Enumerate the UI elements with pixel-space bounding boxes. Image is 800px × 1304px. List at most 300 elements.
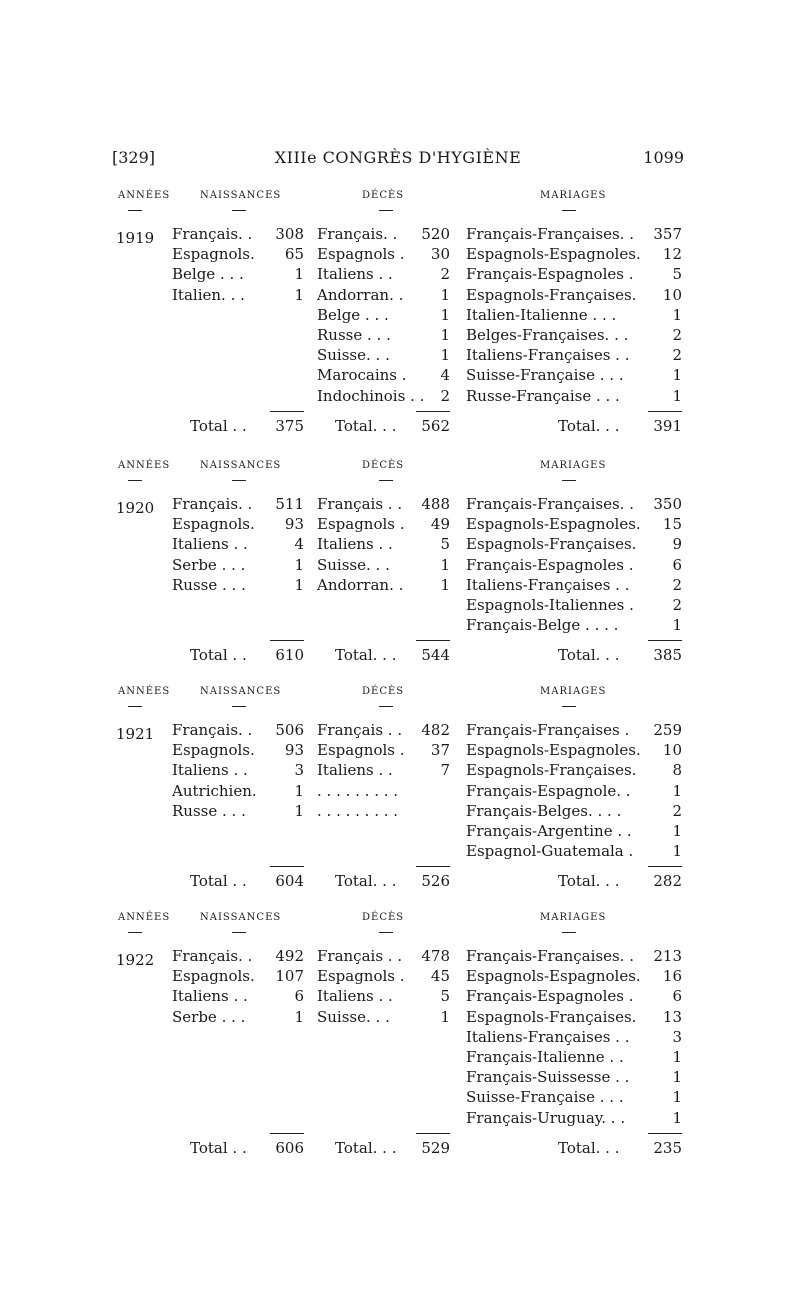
table-row	[172, 576, 304, 596]
row-value: 30	[430, 245, 450, 264]
row-value: 482	[421, 721, 450, 739]
table-row	[317, 576, 450, 596]
row-value: 45	[430, 967, 450, 986]
row-value: 93	[284, 515, 304, 534]
row-value: 2	[672, 595, 682, 614]
column-deces	[317, 225, 450, 407]
table-row	[172, 967, 304, 987]
column-deces	[317, 495, 450, 596]
row-label: Espagnols.	[172, 515, 255, 534]
row-label: Italiens-Françaises . .	[466, 1027, 630, 1046]
table-row	[172, 535, 304, 555]
row-value: 2	[672, 346, 682, 365]
total-value: 544	[421, 646, 450, 665]
table-row	[172, 761, 304, 781]
table-row	[172, 245, 304, 265]
row-label: Suisse-Française . . .	[466, 366, 624, 385]
column-header-annees: ANNÉES	[118, 686, 171, 697]
row-label: Italiens . .	[172, 987, 248, 1006]
total-label: Total. . .	[335, 1138, 397, 1157]
column-deces	[317, 721, 450, 822]
row-value: 506	[275, 721, 304, 739]
row-value: 1	[294, 575, 304, 594]
row-value: 1	[294, 801, 304, 820]
table-row	[466, 967, 682, 987]
row-label: Indochinois . .	[317, 386, 425, 405]
row-value: 16	[662, 967, 682, 986]
row-label: Espagnols .	[317, 245, 405, 264]
row-value: 3	[294, 761, 304, 780]
row-value: 1	[440, 346, 450, 365]
table-row	[317, 346, 450, 366]
table-row	[172, 265, 304, 285]
row-label: Français. .	[172, 721, 253, 739]
total-label: Total. . .	[335, 872, 397, 891]
row-value: 1	[672, 366, 682, 385]
row-label: Espagnol-Guatemala .	[466, 842, 634, 861]
row-value: 1	[440, 325, 450, 344]
total-value: 235	[653, 1138, 682, 1157]
column-naissances	[172, 721, 304, 822]
row-value: 1	[672, 781, 682, 800]
row-label: Espagnols-Françaises.	[466, 1007, 637, 1026]
total-label: Total . .	[190, 1138, 247, 1157]
row-value: 1	[440, 305, 450, 324]
table-row	[317, 721, 450, 741]
table-row	[466, 822, 682, 842]
table-row	[172, 515, 304, 535]
row-label: Suisse. . .	[317, 555, 390, 574]
row-label: Italiens . .	[317, 535, 393, 554]
header-dash	[232, 480, 246, 481]
row-label: Espagnols-Françaises.	[466, 285, 637, 304]
table-row	[466, 947, 682, 967]
table-row	[466, 1008, 682, 1028]
table-row	[466, 1088, 682, 1108]
table-row	[466, 761, 682, 781]
total-rule	[416, 640, 450, 641]
table-row	[466, 225, 682, 245]
table-row	[466, 286, 682, 306]
row-label: Italiens-Françaises . .	[466, 575, 630, 594]
row-label: Français-Belges. . . .	[466, 801, 622, 820]
row-label: Espagnols .	[317, 515, 405, 534]
page-header	[112, 148, 684, 176]
table-row	[317, 741, 450, 761]
total-value: 604	[275, 872, 304, 891]
table-row	[317, 535, 450, 555]
table-row	[466, 802, 682, 822]
row-label: Suisse. . .	[317, 1007, 390, 1026]
row-label: Espagnols-Françaises.	[466, 761, 637, 780]
row-label: Espagnols-Espagnoles.	[466, 967, 641, 986]
table-row	[317, 326, 450, 346]
table-row	[466, 387, 682, 407]
total-label: Total. . .	[558, 872, 620, 891]
year-label: 1922	[116, 951, 155, 969]
table-row	[466, 576, 682, 596]
row-value: 1	[440, 285, 450, 304]
table-row	[466, 721, 682, 741]
row-value: 520	[421, 225, 450, 243]
column-header-mariages: MARIAGES	[540, 460, 607, 471]
total-label: Total. . .	[558, 1138, 620, 1157]
total-label: Total . .	[190, 646, 247, 665]
column-header-deces: DÉCÈS	[362, 190, 405, 201]
row-value: 2	[440, 265, 450, 284]
header-dash	[562, 706, 576, 707]
row-label: Français-Suissesse . .	[466, 1068, 630, 1087]
column-mariages	[466, 225, 682, 407]
table-row	[172, 987, 304, 1007]
row-label: Andorran. .	[317, 575, 404, 594]
table-row	[317, 802, 450, 822]
total-value: 375	[275, 416, 304, 435]
table-row	[317, 286, 450, 306]
row-label: Italien. . .	[172, 285, 245, 304]
table-row	[317, 782, 450, 802]
table-row	[172, 495, 304, 515]
row-label: Marocains .	[317, 366, 407, 385]
table-row	[172, 947, 304, 967]
row-value: 350	[653, 495, 682, 513]
row-value: 2	[672, 575, 682, 594]
column-header-annees: ANNÉES	[118, 190, 171, 201]
header-dash	[232, 210, 246, 211]
row-label: Espagnols.	[172, 245, 255, 264]
table-row	[172, 802, 304, 822]
row-label: Français. .	[172, 495, 253, 513]
row-value: 6	[672, 987, 682, 1006]
row-label: Belge . . .	[317, 305, 389, 324]
total-value: 282	[653, 872, 682, 891]
row-value: 3	[672, 1027, 682, 1046]
row-label: Serbe . . .	[172, 555, 246, 574]
table-row	[466, 1048, 682, 1068]
table-row	[466, 616, 682, 636]
row-value: 1	[294, 1007, 304, 1026]
row-value: 2	[440, 386, 450, 405]
row-label: . . . . . . . . .	[317, 781, 399, 800]
table-row	[466, 326, 682, 346]
row-label: Italiens-Françaises . .	[466, 346, 630, 365]
row-label: Andorran. .	[317, 285, 404, 304]
column-mariages	[466, 947, 682, 1129]
column-header-deces: DÉCÈS	[362, 686, 405, 697]
row-value: 1	[440, 1007, 450, 1026]
row-label: . . . . . . . . .	[317, 801, 399, 820]
row-label: Italiens . .	[317, 265, 393, 284]
row-value: 357	[653, 225, 682, 243]
row-value: 1	[672, 842, 682, 861]
row-value: 9	[672, 535, 682, 554]
table-row	[317, 387, 450, 407]
table-row	[466, 265, 682, 285]
row-label: Autrichien.	[172, 781, 257, 800]
row-value: 478	[421, 947, 450, 965]
row-label: Russe-Française . . .	[466, 386, 620, 405]
header-dash	[562, 210, 576, 211]
column-header-annees: ANNÉES	[118, 460, 171, 471]
row-value: 1	[440, 555, 450, 574]
total-label: Total . .	[190, 416, 247, 435]
row-value: 13	[662, 1007, 682, 1026]
header-dash	[232, 706, 246, 707]
column-mariages	[466, 721, 682, 862]
table-row	[172, 721, 304, 741]
table-row	[466, 556, 682, 576]
total-label: Total . .	[190, 872, 247, 891]
header-dash	[128, 706, 142, 707]
table-row	[466, 515, 682, 535]
table-row	[466, 782, 682, 802]
total-value: 391	[653, 416, 682, 435]
row-value: 492	[275, 947, 304, 965]
row-label: Espagnols .	[317, 741, 405, 760]
total-rule	[270, 411, 304, 412]
row-label: Belges-Françaises. . .	[466, 325, 629, 344]
row-value: 308	[275, 225, 304, 243]
row-label: Français . .	[317, 495, 403, 513]
page-number: 1099	[643, 148, 684, 167]
year-label: 1921	[116, 725, 155, 743]
row-label: Espagnols-Espagnoles.	[466, 515, 641, 534]
column-deces	[317, 947, 450, 1028]
table-row	[466, 535, 682, 555]
row-value: 1	[294, 555, 304, 574]
table-row	[317, 495, 450, 515]
table-row	[466, 987, 682, 1007]
total-value: 529	[421, 1138, 450, 1157]
row-value: 5	[440, 987, 450, 1006]
header-dash	[232, 932, 246, 933]
row-label: Belge . . .	[172, 265, 244, 284]
total-rule	[416, 411, 450, 412]
column-header-deces: DÉCÈS	[362, 460, 405, 471]
table-row	[317, 987, 450, 1007]
table-row	[466, 366, 682, 386]
table-row	[466, 741, 682, 761]
table-row	[466, 1109, 682, 1129]
row-label: Italiens . .	[317, 987, 393, 1006]
total-rule	[648, 866, 682, 867]
total-label: Total. . .	[335, 416, 397, 435]
row-label: Français-Françaises. .	[466, 947, 634, 965]
table-row	[317, 366, 450, 386]
row-value: 5	[672, 265, 682, 284]
row-value: 93	[284, 741, 304, 760]
header-dash	[562, 480, 576, 481]
table-row	[172, 556, 304, 576]
table-row	[317, 306, 450, 326]
header-dash	[128, 480, 142, 481]
column-header-annees: ANNÉES	[118, 912, 171, 923]
table-row	[317, 245, 450, 265]
row-value: 1	[440, 575, 450, 594]
row-label: Français. .	[317, 225, 398, 243]
row-label: Espagnols-Espagnoles.	[466, 741, 641, 760]
column-header-naissances: NAISSANCES	[200, 190, 282, 201]
total-label: Total. . .	[558, 416, 620, 435]
row-value: 1	[294, 285, 304, 304]
total-rule	[648, 411, 682, 412]
row-label: Suisse. . .	[317, 346, 390, 365]
row-value: 10	[662, 741, 682, 760]
column-header-naissances: NAISSANCES	[200, 912, 282, 923]
row-value: 4	[294, 535, 304, 554]
row-label: Français-Espagnoles .	[466, 555, 634, 574]
row-label: Russe . . .	[172, 801, 246, 820]
row-label: Français . .	[317, 721, 403, 739]
total-rule	[648, 640, 682, 641]
row-label: Français-Espagnoles .	[466, 987, 634, 1006]
row-value: 488	[421, 495, 450, 513]
row-value: 12	[662, 245, 682, 264]
row-label: Suisse-Française . . .	[466, 1088, 624, 1107]
row-value: 8	[672, 761, 682, 780]
total-label: Total. . .	[335, 646, 397, 665]
row-label: Serbe . . .	[172, 1007, 246, 1026]
row-label: Français-Argentine . .	[466, 821, 632, 840]
running-title: XIIIe CONGRÈS D'HYGIÈNE	[274, 148, 522, 167]
row-value: 6	[294, 987, 304, 1006]
row-value: 65	[284, 245, 304, 264]
total-value: 606	[275, 1138, 304, 1157]
column-header-mariages: MARIAGES	[540, 686, 607, 697]
row-label: Français-Françaises .	[466, 721, 630, 739]
row-label: Russe . . .	[172, 575, 246, 594]
row-label: Espagnols-Italiennes .	[466, 595, 634, 614]
row-value: 1	[672, 1108, 682, 1127]
row-value: 1	[672, 386, 682, 405]
total-rule	[416, 1133, 450, 1134]
row-value: 107	[275, 967, 304, 986]
row-value: 4	[440, 366, 450, 385]
table-row	[317, 265, 450, 285]
row-label: Français-Italienne . .	[466, 1047, 624, 1066]
row-label: Italiens . .	[317, 761, 393, 780]
table-row	[466, 1068, 682, 1088]
row-value: 1	[294, 265, 304, 284]
header-dash	[128, 932, 142, 933]
total-label: Total. . .	[558, 646, 620, 665]
table-row	[466, 346, 682, 366]
header-dash	[379, 932, 393, 933]
total-rule	[416, 866, 450, 867]
year-label: 1919	[116, 229, 155, 247]
year-label: 1920	[116, 499, 155, 517]
row-label: Espagnols.	[172, 741, 255, 760]
row-label: Français-Belge . . . .	[466, 616, 619, 635]
column-mariages	[466, 495, 682, 636]
row-label: Espagnols-Françaises.	[466, 535, 637, 554]
row-value: 37	[430, 741, 450, 760]
column-header-naissances: NAISSANCES	[200, 460, 282, 471]
header-dash	[379, 480, 393, 481]
row-label: Italien-Italienne . . .	[466, 305, 617, 324]
column-naissances	[172, 225, 304, 306]
row-value: 10	[662, 285, 682, 304]
total-value: 562	[421, 416, 450, 435]
table-row	[317, 225, 450, 245]
row-value: 5	[440, 535, 450, 554]
row-label: Français-Françaises. .	[466, 225, 634, 243]
row-label: Espagnols .	[317, 967, 405, 986]
row-value: 7	[440, 761, 450, 780]
header-dash	[379, 210, 393, 211]
row-value: 15	[662, 515, 682, 534]
row-label: Français-Françaises. .	[466, 495, 634, 513]
table-row	[172, 1008, 304, 1028]
table-row	[466, 1028, 682, 1048]
header-dash	[562, 932, 576, 933]
row-label: Espagnols-Espagnoles.	[466, 245, 641, 264]
table-row	[172, 741, 304, 761]
row-value: 2	[672, 801, 682, 820]
row-label: Français. .	[172, 947, 253, 965]
table-row	[466, 596, 682, 616]
row-value: 259	[653, 721, 682, 739]
row-value: 2	[672, 325, 682, 344]
row-value: 1	[672, 305, 682, 324]
table-row	[317, 761, 450, 781]
total-value: 385	[653, 646, 682, 665]
header-dash	[379, 706, 393, 707]
row-value: 1	[672, 1088, 682, 1107]
total-rule	[270, 866, 304, 867]
row-value: 49	[430, 515, 450, 534]
column-header-deces: DÉCÈS	[362, 912, 405, 923]
table-row	[317, 1008, 450, 1028]
row-value: 1	[672, 1047, 682, 1066]
row-label: Russe . . .	[317, 325, 391, 344]
table-row	[317, 515, 450, 535]
row-label: Français-Espagnole. .	[466, 781, 631, 800]
table-row	[172, 782, 304, 802]
row-label: Italiens . .	[172, 535, 248, 554]
row-value: 1	[672, 1068, 682, 1087]
table-row	[172, 286, 304, 306]
total-rule	[648, 1133, 682, 1134]
total-rule	[270, 1133, 304, 1134]
row-value: 6	[672, 555, 682, 574]
row-label: Espagnols.	[172, 967, 255, 986]
row-label: Français. .	[172, 225, 253, 243]
total-value: 526	[421, 872, 450, 891]
table-row	[317, 947, 450, 967]
table-row	[172, 225, 304, 245]
column-naissances	[172, 495, 304, 596]
table-row	[466, 306, 682, 326]
row-value: 1	[672, 821, 682, 840]
row-value: 1	[672, 616, 682, 635]
table-row	[466, 245, 682, 265]
table-row	[466, 842, 682, 862]
row-label: Italiens . .	[172, 761, 248, 780]
row-value: 213	[653, 947, 682, 965]
column-header-mariages: MARIAGES	[540, 190, 607, 201]
table-row	[317, 556, 450, 576]
table-row	[466, 495, 682, 515]
column-header-mariages: MARIAGES	[540, 912, 607, 923]
total-value: 610	[275, 646, 304, 665]
row-value: 511	[275, 495, 304, 513]
table-row	[317, 967, 450, 987]
row-label: Français-Espagnoles .	[466, 265, 634, 284]
column-header-naissances: NAISSANCES	[200, 686, 282, 697]
page-number-bracket: [329]	[112, 148, 156, 167]
row-label: Français . .	[317, 947, 403, 965]
